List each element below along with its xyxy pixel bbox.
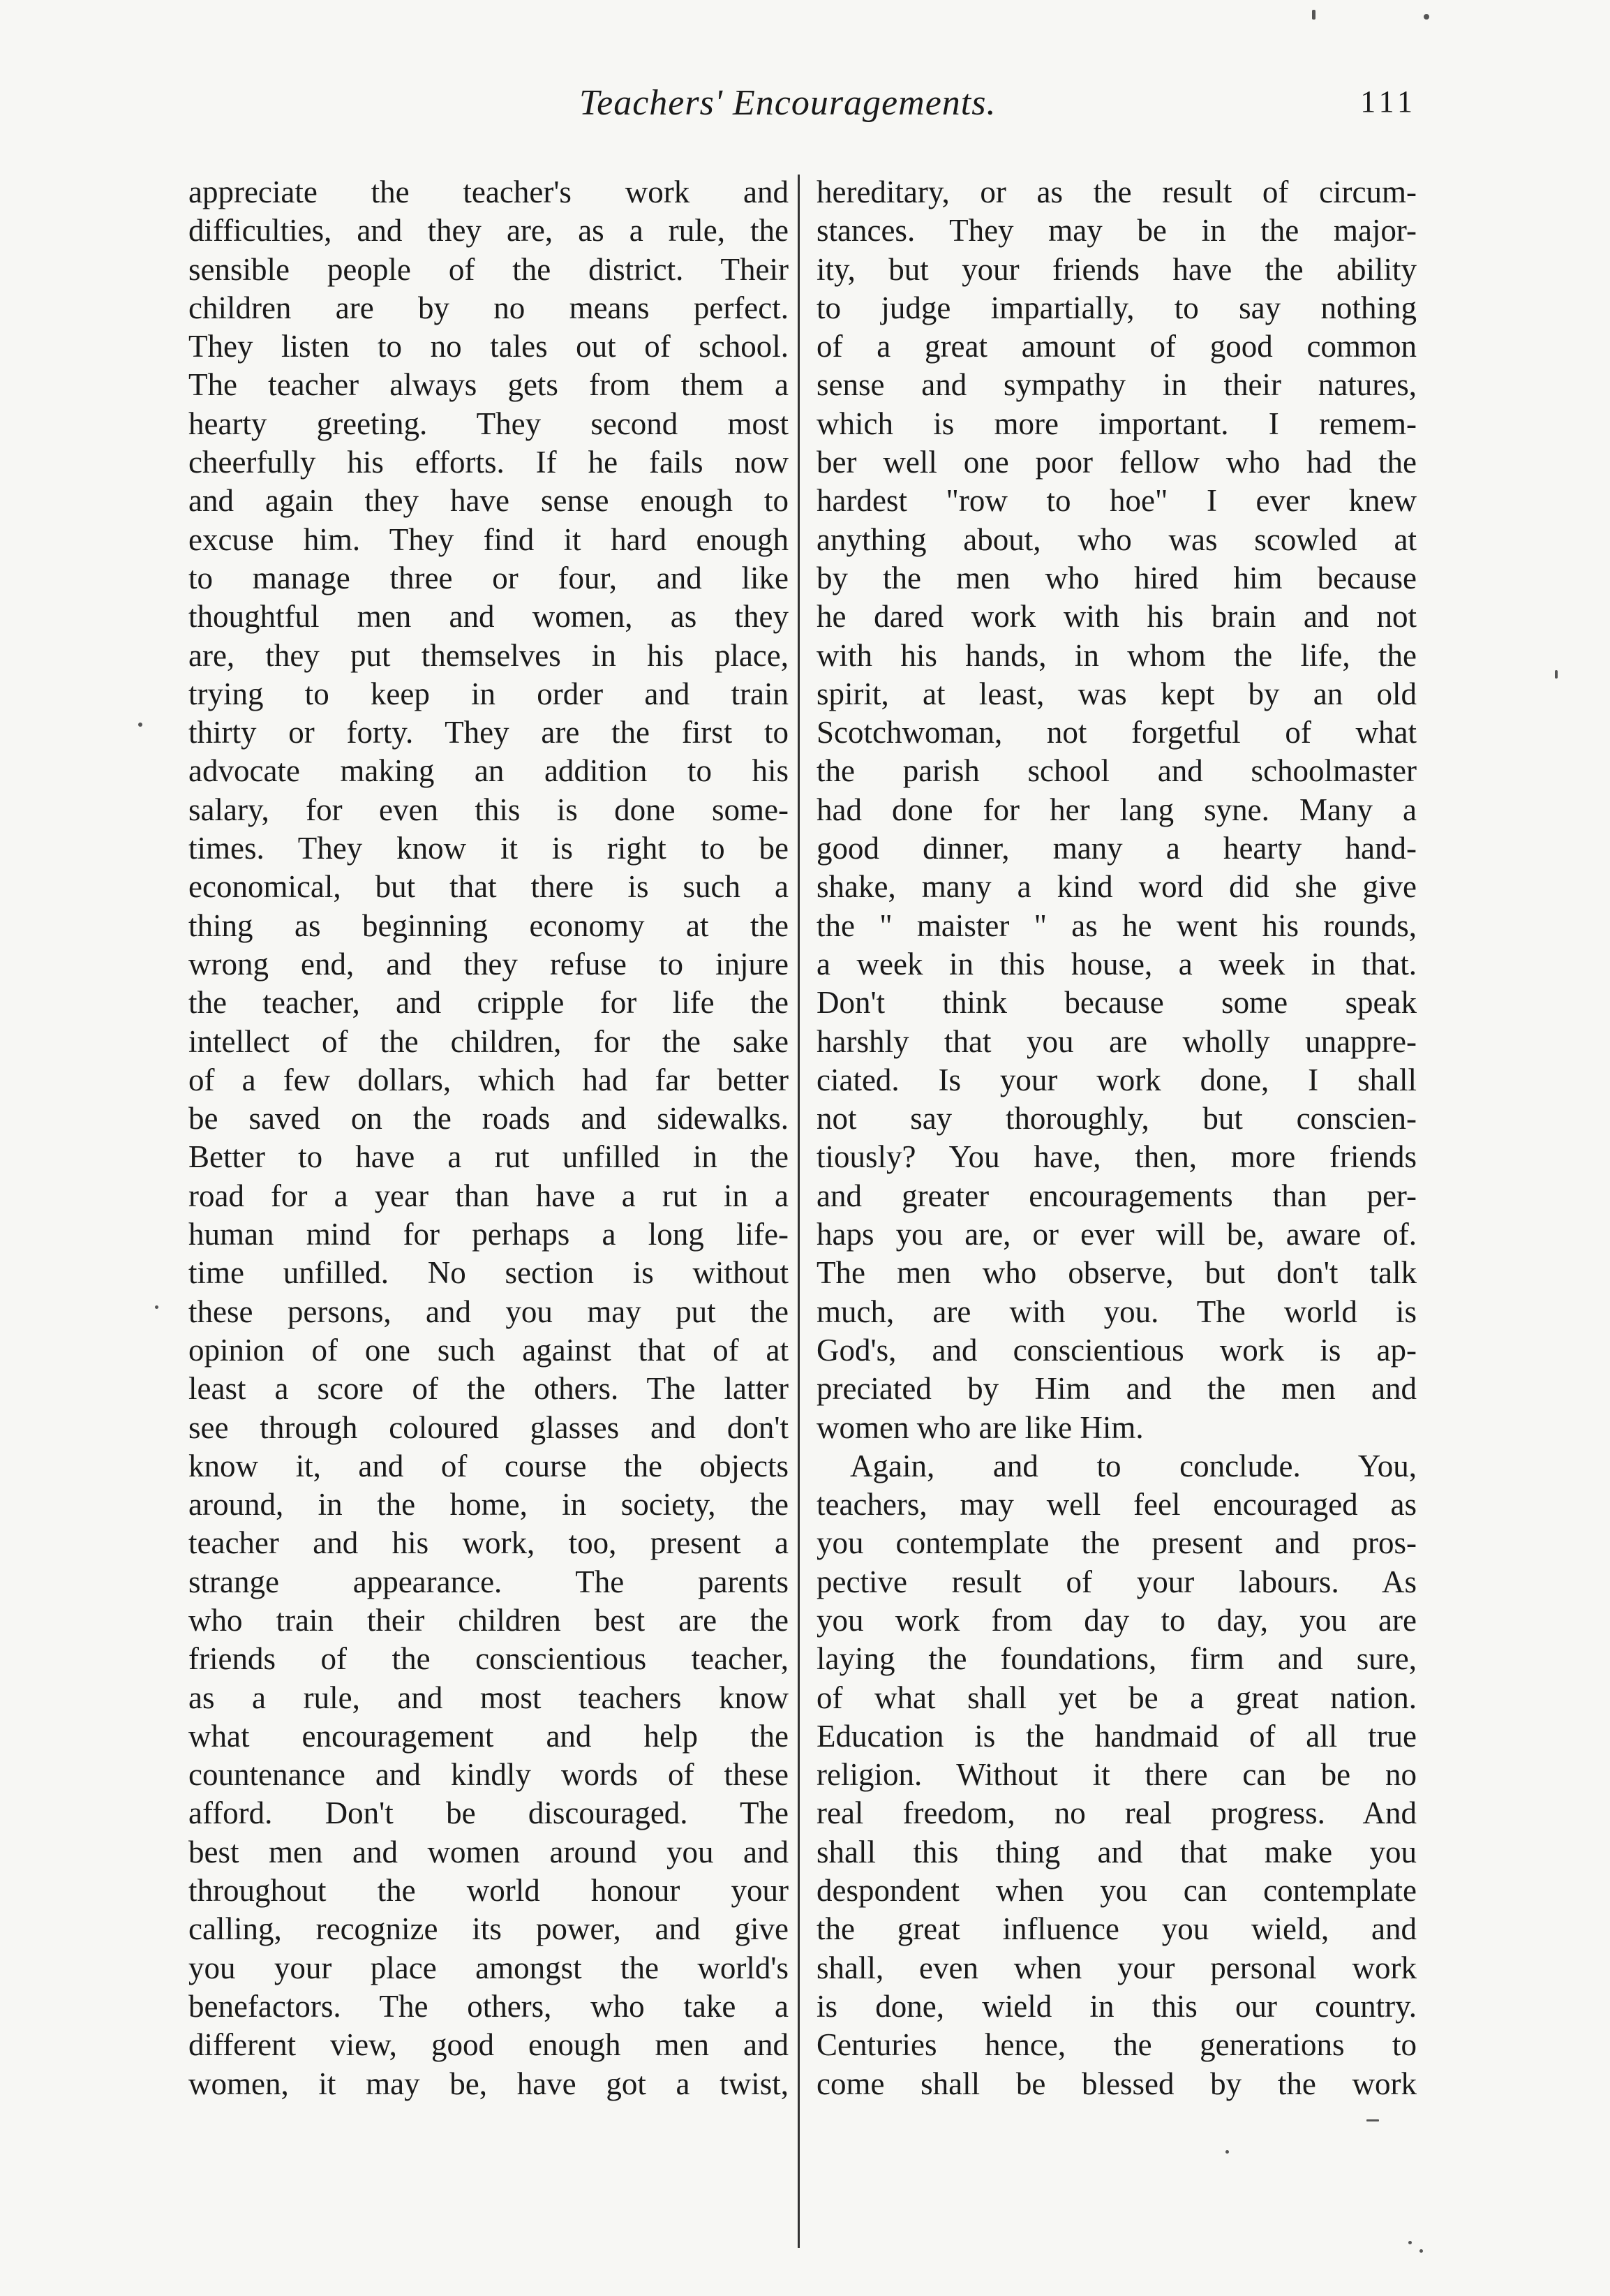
text-line: thirty or forty. They are the first to (188, 715, 789, 750)
text-line: best men and women around you and (188, 1834, 789, 1869)
text-line: difficulties, and they are, as a rule, the (188, 213, 789, 249)
text-line: sense and sympathy in their natures, (817, 367, 1417, 403)
text-line: They listen to no tales out of school. (188, 329, 789, 364)
text-line: know it, and of course the objects (188, 1448, 789, 1483)
text-line: ber well one poor fellow who had the (817, 445, 1417, 480)
text-line: advocate making an addition to his (188, 753, 789, 789)
text-line: around, in the home, in society, the (188, 1487, 789, 1523)
text-line: thing as beginning economy at the (188, 908, 789, 943)
text-line: is done, wield in this our country. (817, 1988, 1417, 2024)
text-line: the " maister " as he went his rounds, (817, 908, 1417, 943)
text-line: preciated by Him and the men and (817, 1371, 1417, 1407)
text-line: Centuries hence, the generations to (817, 2027, 1417, 2063)
print-speck (1408, 2241, 1412, 2244)
text-line: afford. Don't be discouraged. The (188, 1795, 789, 1831)
text-line: much, are with you. The world is (817, 1294, 1417, 1329)
print-speck (1555, 670, 1558, 679)
text-line: times. They know it is right to be (188, 831, 789, 866)
text-line: you work from day to day, you are (817, 1602, 1417, 1638)
text-line: cheerfully his efforts. If he fails now (188, 445, 789, 480)
text-line: women, it may be, have got a twist, (188, 2066, 789, 2101)
text-line: friends of the conscientious teacher, (188, 1641, 789, 1677)
text-line: of a few dollars, which had far better (188, 1062, 789, 1097)
text-line: trying to keep in order and train (188, 676, 789, 711)
running-head (188, 82, 1417, 138)
text-line: throughout the world honour your (188, 1873, 789, 1909)
text-line: with his hands, in whom the life, the (817, 637, 1417, 673)
text-line: by the men who hired him because (817, 560, 1417, 595)
text-line: and again they have sense enough to (188, 483, 789, 519)
text-line: come shall be blessed by the work (817, 2066, 1417, 2101)
text-line: tiously? You have, then, more friends (817, 1139, 1417, 1175)
text-line: stances. They may be in the major- (817, 213, 1417, 249)
text-line: hereditary, or as the result of circum- (817, 175, 1417, 209)
text-line: sensible people of the district. Their (188, 251, 789, 287)
column-divider-rule (798, 175, 800, 2248)
text-line: spirit, at least, was kept by an old (817, 676, 1417, 711)
text-line: different view, good enough men and (188, 2027, 789, 2063)
text-line: opinion of one such against that of at (188, 1332, 789, 1368)
text-line: to judge impartially, to say nothing (817, 290, 1417, 325)
text-line: which is more important. I remem- (817, 406, 1417, 441)
text-line: strange appearance. The parents (188, 1564, 789, 1599)
text-line: God's, and conscientious work is ap- (817, 1332, 1417, 1368)
text-line: economical, but that there is such a (188, 869, 789, 905)
text-line: the teacher, and cripple for life the (188, 985, 789, 1021)
text-line: he dared work with his brain and not (817, 599, 1417, 635)
text-line: you your place amongst the world's (188, 1950, 789, 1985)
text-line: to manage three or four, and like (188, 560, 789, 595)
text-line: as a rule, and most teachers know (188, 1680, 789, 1715)
text-line: children are by no means perfect. (188, 290, 789, 325)
text-line: despondent when you can contemplate (817, 1873, 1417, 1909)
text-line: shall this thing and that make you (817, 1834, 1417, 1869)
text-line: be saved on the roads and sidewalks. (188, 1101, 789, 1136)
text-line: hardest "row to hoe" I ever knew (817, 483, 1417, 519)
text-line: the parish school and schoolmaster (817, 753, 1417, 789)
text-line: and greater encouragements than per- (817, 1178, 1417, 1213)
text-line: wrong end, and they refuse to injure (188, 946, 789, 982)
text-line: had done for her lang syne. Many a (817, 792, 1417, 827)
print-speck (1424, 14, 1429, 20)
text-line: intellect of the children, for the sake (188, 1023, 789, 1059)
text-line: you contemplate the present and pros- (817, 1525, 1417, 1561)
text-line: harshly that you are wholly unappre- (817, 1023, 1417, 1059)
text-line: good dinner, many a hearty hand- (817, 831, 1417, 866)
text-line: Scotchwoman, not forgetful of what (817, 715, 1417, 750)
running-title: Teachers' Encouragements. (579, 83, 997, 123)
left-text-column (188, 173, 789, 2103)
text-line: Don't think because some speak (817, 985, 1417, 1021)
print-speck (1312, 10, 1315, 20)
text-line: time unfilled. No section is without (188, 1255, 789, 1291)
print-speck (1366, 2119, 1379, 2121)
text-line: Better to have a rut unfilled in the (188, 1139, 789, 1175)
text-line: teacher and his work, too, present a (188, 1525, 789, 1561)
text-line: religion. Without it there can be no (817, 1757, 1417, 1793)
text-line: what encouragement and help the (188, 1718, 789, 1754)
text-line: thoughtful men and women, as they (188, 599, 789, 635)
print-speck (1225, 2150, 1229, 2154)
text-line: shake, many a kind word did she give (817, 869, 1417, 905)
text-line: road for a year than have a rut in a (188, 1178, 789, 1213)
text-line: The men who observe, but don't talk (817, 1255, 1417, 1291)
text-line: who train their children best are the (188, 1602, 789, 1638)
right-text-column (817, 173, 1417, 2103)
text-line: least a score of the others. The latter (188, 1371, 789, 1407)
text-line: haps you are, or ever will be, aware of. (817, 1217, 1417, 1252)
page-number: 111 (1360, 84, 1417, 119)
text-line: real freedom, no real progress. And (817, 1795, 1417, 1831)
print-speck (155, 1305, 158, 1309)
text-line: The teacher always gets from them a (188, 367, 789, 403)
text-line: shall, even when your personal work (817, 1950, 1417, 1985)
text-line: benefactors. The others, who take a (188, 1988, 789, 2024)
text-line: of what shall yet be a great nation. (817, 1680, 1417, 1715)
text-line: see through coloured glasses and don't (188, 1409, 789, 1445)
text-line: ity, but your friends have the ability (817, 251, 1417, 287)
text-line: not say thoroughly, but conscien- (817, 1101, 1417, 1136)
text-line: are, they put themselves in his place, (188, 637, 789, 673)
print-speck (1419, 2249, 1423, 2253)
text-line: laying the foundations, firm and sure, (817, 1641, 1417, 1677)
text-line: appreciate the teacher's work and (188, 175, 789, 209)
text-line: hearty greeting. They second most (188, 406, 789, 441)
text-line: Again, and to conclude. You, (850, 1448, 1417, 1483)
text-line: of a great amount of good common (817, 329, 1417, 364)
text-line: teachers, may well feel encouraged as (817, 1487, 1417, 1523)
text-line: these persons, and you may put the (188, 1294, 789, 1329)
text-line: pective result of your labours. As (817, 1564, 1417, 1599)
text-line: the great influence you wield, and (817, 1911, 1417, 1947)
print-speck (138, 723, 142, 727)
text-line: excuse him. They find it hard enough (188, 521, 789, 557)
text-line: calling, recognize its power, and give (188, 1911, 789, 1947)
text-line: countenance and kindly words of these (188, 1757, 789, 1793)
text-line: Education is the handmaid of all true (817, 1718, 1417, 1754)
text-line: human mind for perhaps a long life- (188, 1217, 789, 1252)
text-line: women who are like Him. (817, 1409, 1144, 1445)
text-line: salary, for even this is done some- (188, 792, 789, 827)
text-line: ciated. Is your work done, I shall (817, 1062, 1417, 1097)
text-line: a week in this house, a week in that. (817, 946, 1417, 982)
text-line: anything about, who was scowled at (817, 521, 1417, 557)
